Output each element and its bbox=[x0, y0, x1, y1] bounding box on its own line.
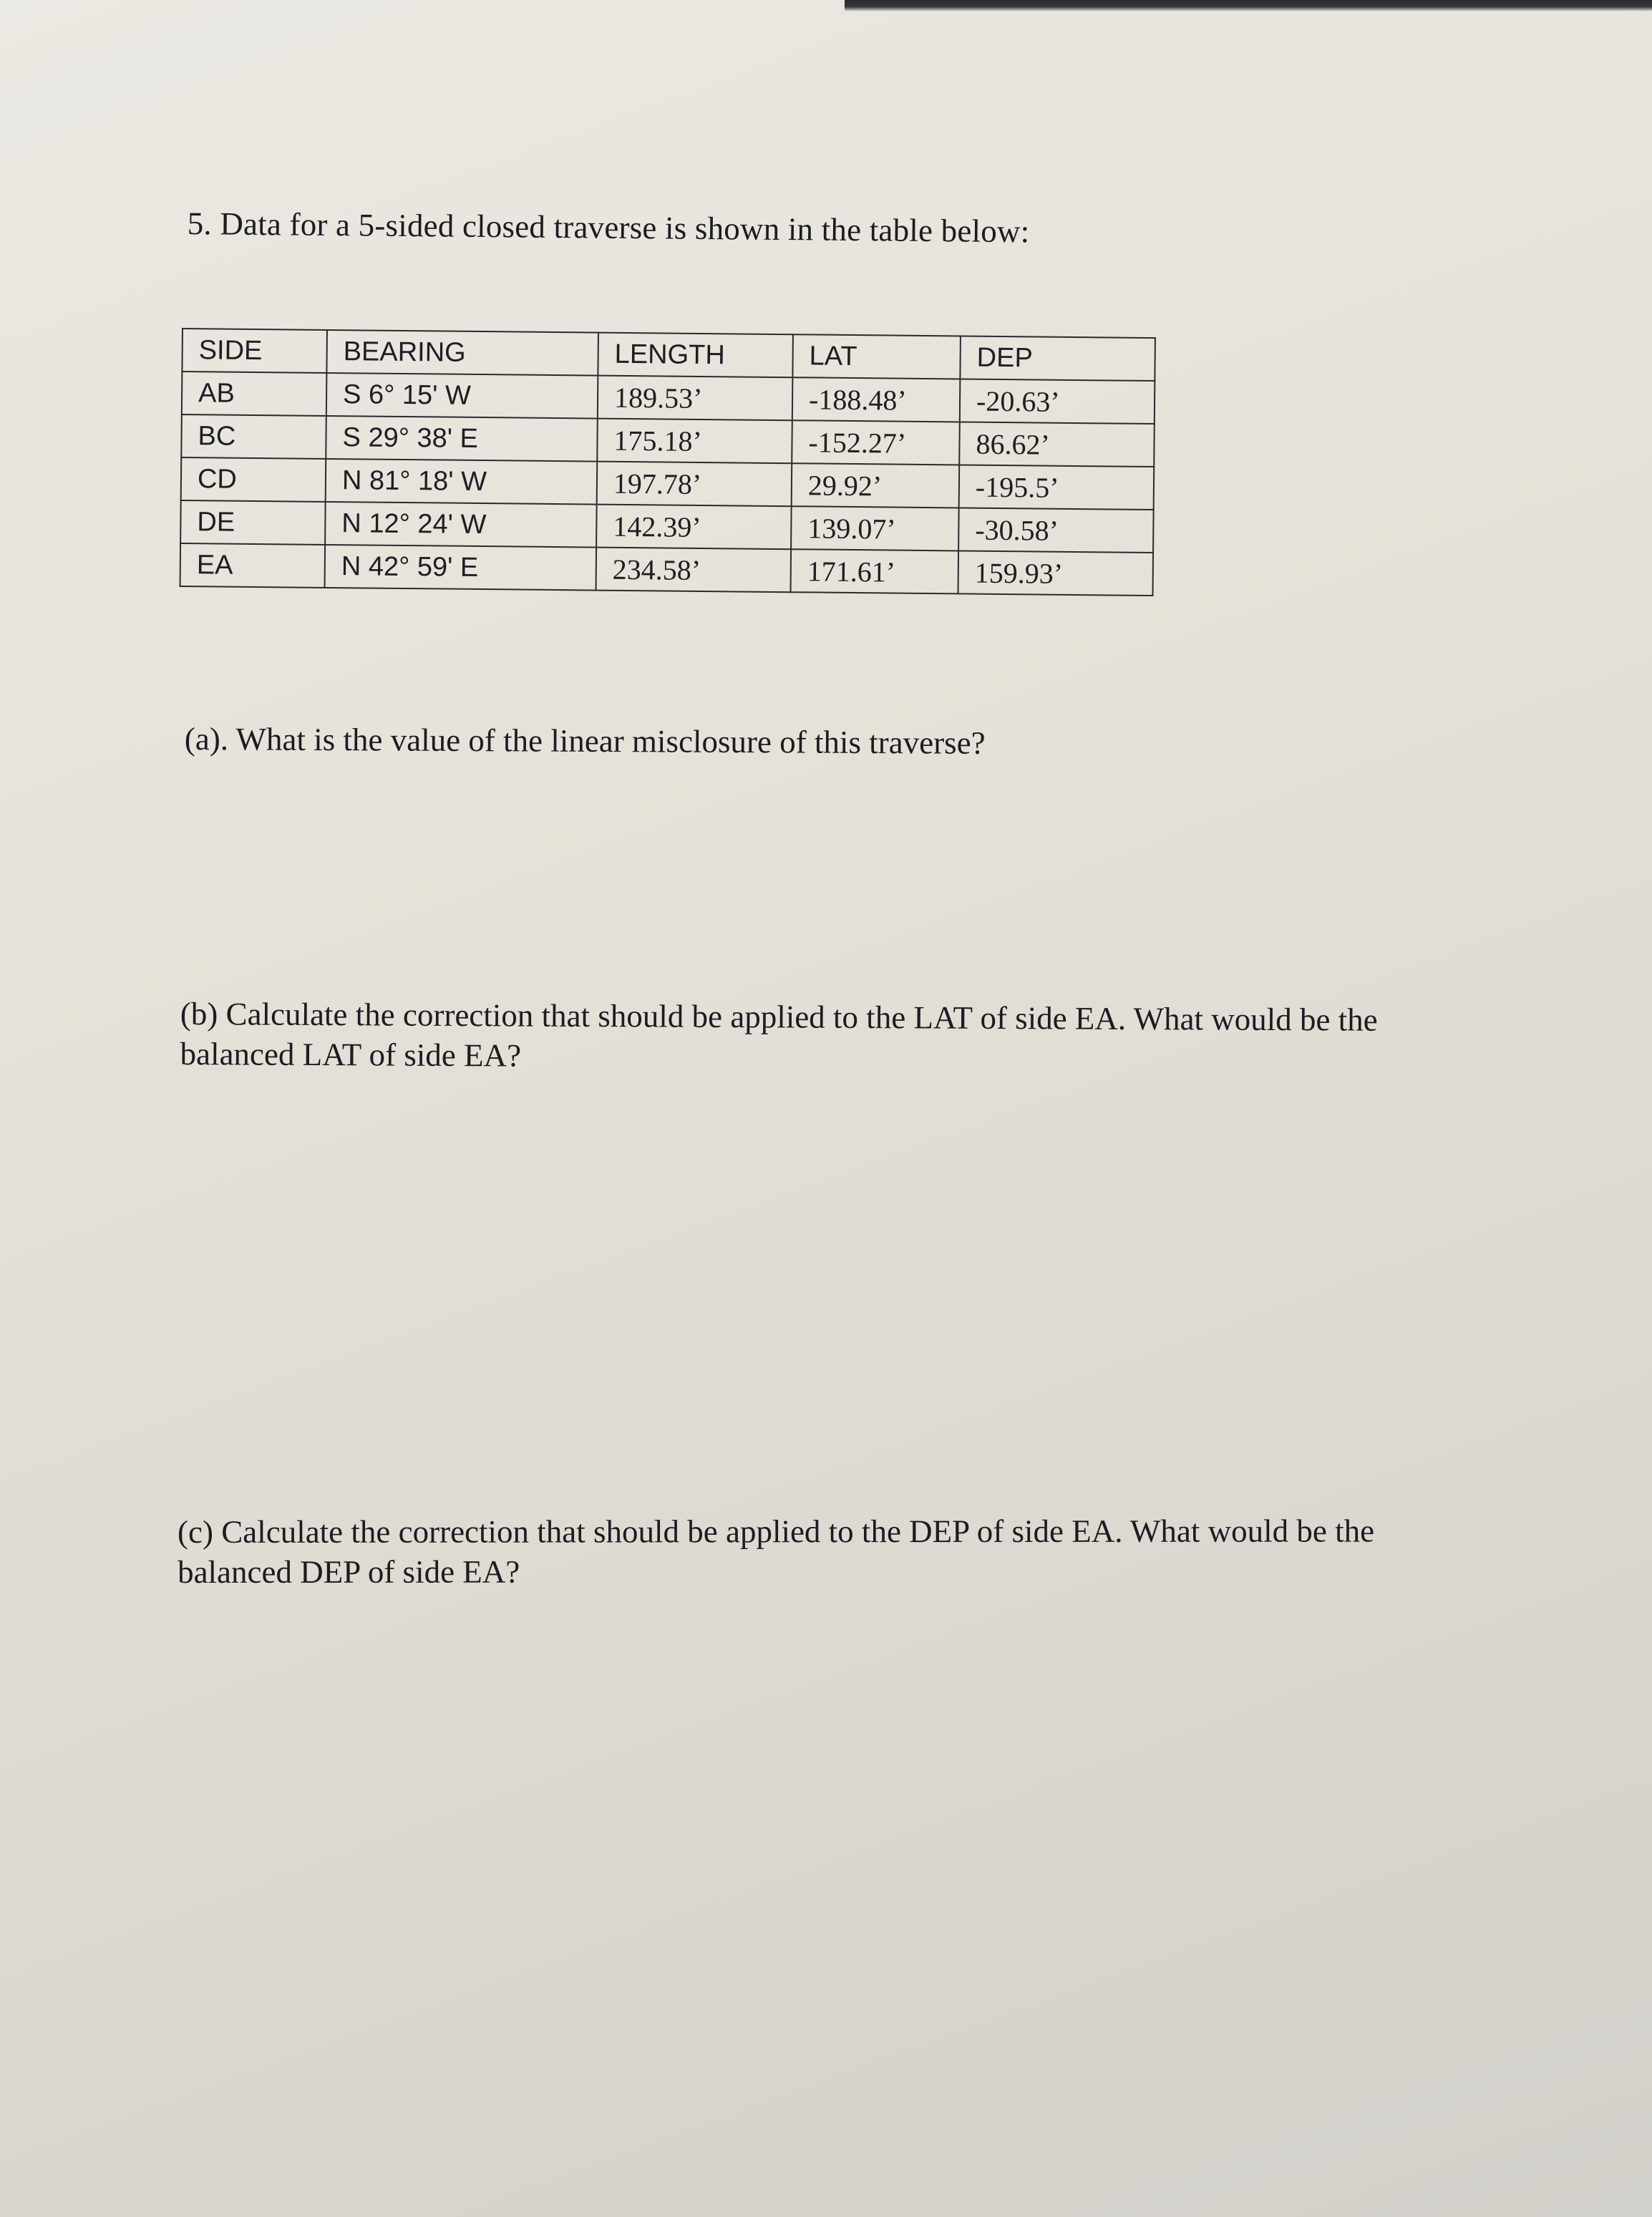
cell-lat: 171.61’ bbox=[790, 549, 958, 593]
question-c-line-1: (c) Calculate the correction that should be applied to the DEP of side EA. What would be the bbox=[178, 1513, 1375, 1550]
cell-lat: -188.48’ bbox=[792, 377, 961, 422]
cell-bearing: N 81° 18' W bbox=[326, 459, 598, 505]
header-bearing: BEARING bbox=[326, 330, 598, 376]
question-b-line-1: (b) Calculate the correction that should be applied to the LAT of side EA. What would be the bbox=[180, 996, 1378, 1038]
question-b-line-2: balanced LAT of side EA? bbox=[180, 1035, 522, 1074]
cell-bearing: S 6° 15' W bbox=[326, 373, 598, 419]
cell-dep: 86.62’ bbox=[959, 422, 1155, 467]
question-a bbox=[185, 719, 986, 763]
cell-side: DE bbox=[180, 500, 326, 545]
table-row bbox=[180, 543, 1154, 596]
cell-bearing: S 29° 38' E bbox=[326, 416, 598, 462]
cell-side: EA bbox=[180, 543, 326, 588]
cell-dep: 159.93’ bbox=[958, 550, 1153, 596]
cell-dep: -195.5’ bbox=[959, 465, 1155, 510]
question-a-line-1: (a). What is the value of the linear misclosure of this traverse? bbox=[184, 720, 986, 761]
header-side: SIDE bbox=[182, 329, 327, 373]
question-c-line-2: balanced DEP of side EA? bbox=[178, 1553, 520, 1590]
cell-lat: 29.92’ bbox=[792, 463, 960, 508]
problem-title: 5. Data for a 5-sided closed traverse is shown in the table below: bbox=[187, 205, 1030, 250]
cell-bearing: N 12° 24' W bbox=[325, 502, 597, 548]
cell-dep: -20.63’ bbox=[960, 379, 1155, 424]
header-lat: LAT bbox=[792, 334, 961, 379]
question-b bbox=[180, 994, 1377, 1080]
traverse-table-container bbox=[180, 328, 1156, 596]
cell-bearing: N 42° 59' E bbox=[325, 545, 597, 591]
cell-length: 234.58’ bbox=[596, 548, 792, 593]
traverse-table bbox=[180, 328, 1156, 596]
header-length: LENGTH bbox=[598, 333, 793, 378]
screen-top-edge bbox=[845, 0, 1652, 11]
cell-dep: -30.58’ bbox=[958, 508, 1154, 553]
cell-length: 142.39’ bbox=[596, 505, 792, 550]
question-c bbox=[178, 1511, 1374, 1592]
cell-length: 189.53’ bbox=[598, 376, 793, 421]
cell-side: BC bbox=[181, 414, 326, 459]
cell-length: 197.78’ bbox=[597, 462, 792, 507]
cell-side: CD bbox=[181, 457, 326, 502]
header-dep: DEP bbox=[960, 336, 1155, 381]
cell-lat: -152.27’ bbox=[792, 420, 960, 465]
cell-length: 175.18’ bbox=[597, 419, 792, 464]
cell-lat: 139.07’ bbox=[791, 506, 959, 550]
cell-side: AB bbox=[182, 372, 327, 416]
